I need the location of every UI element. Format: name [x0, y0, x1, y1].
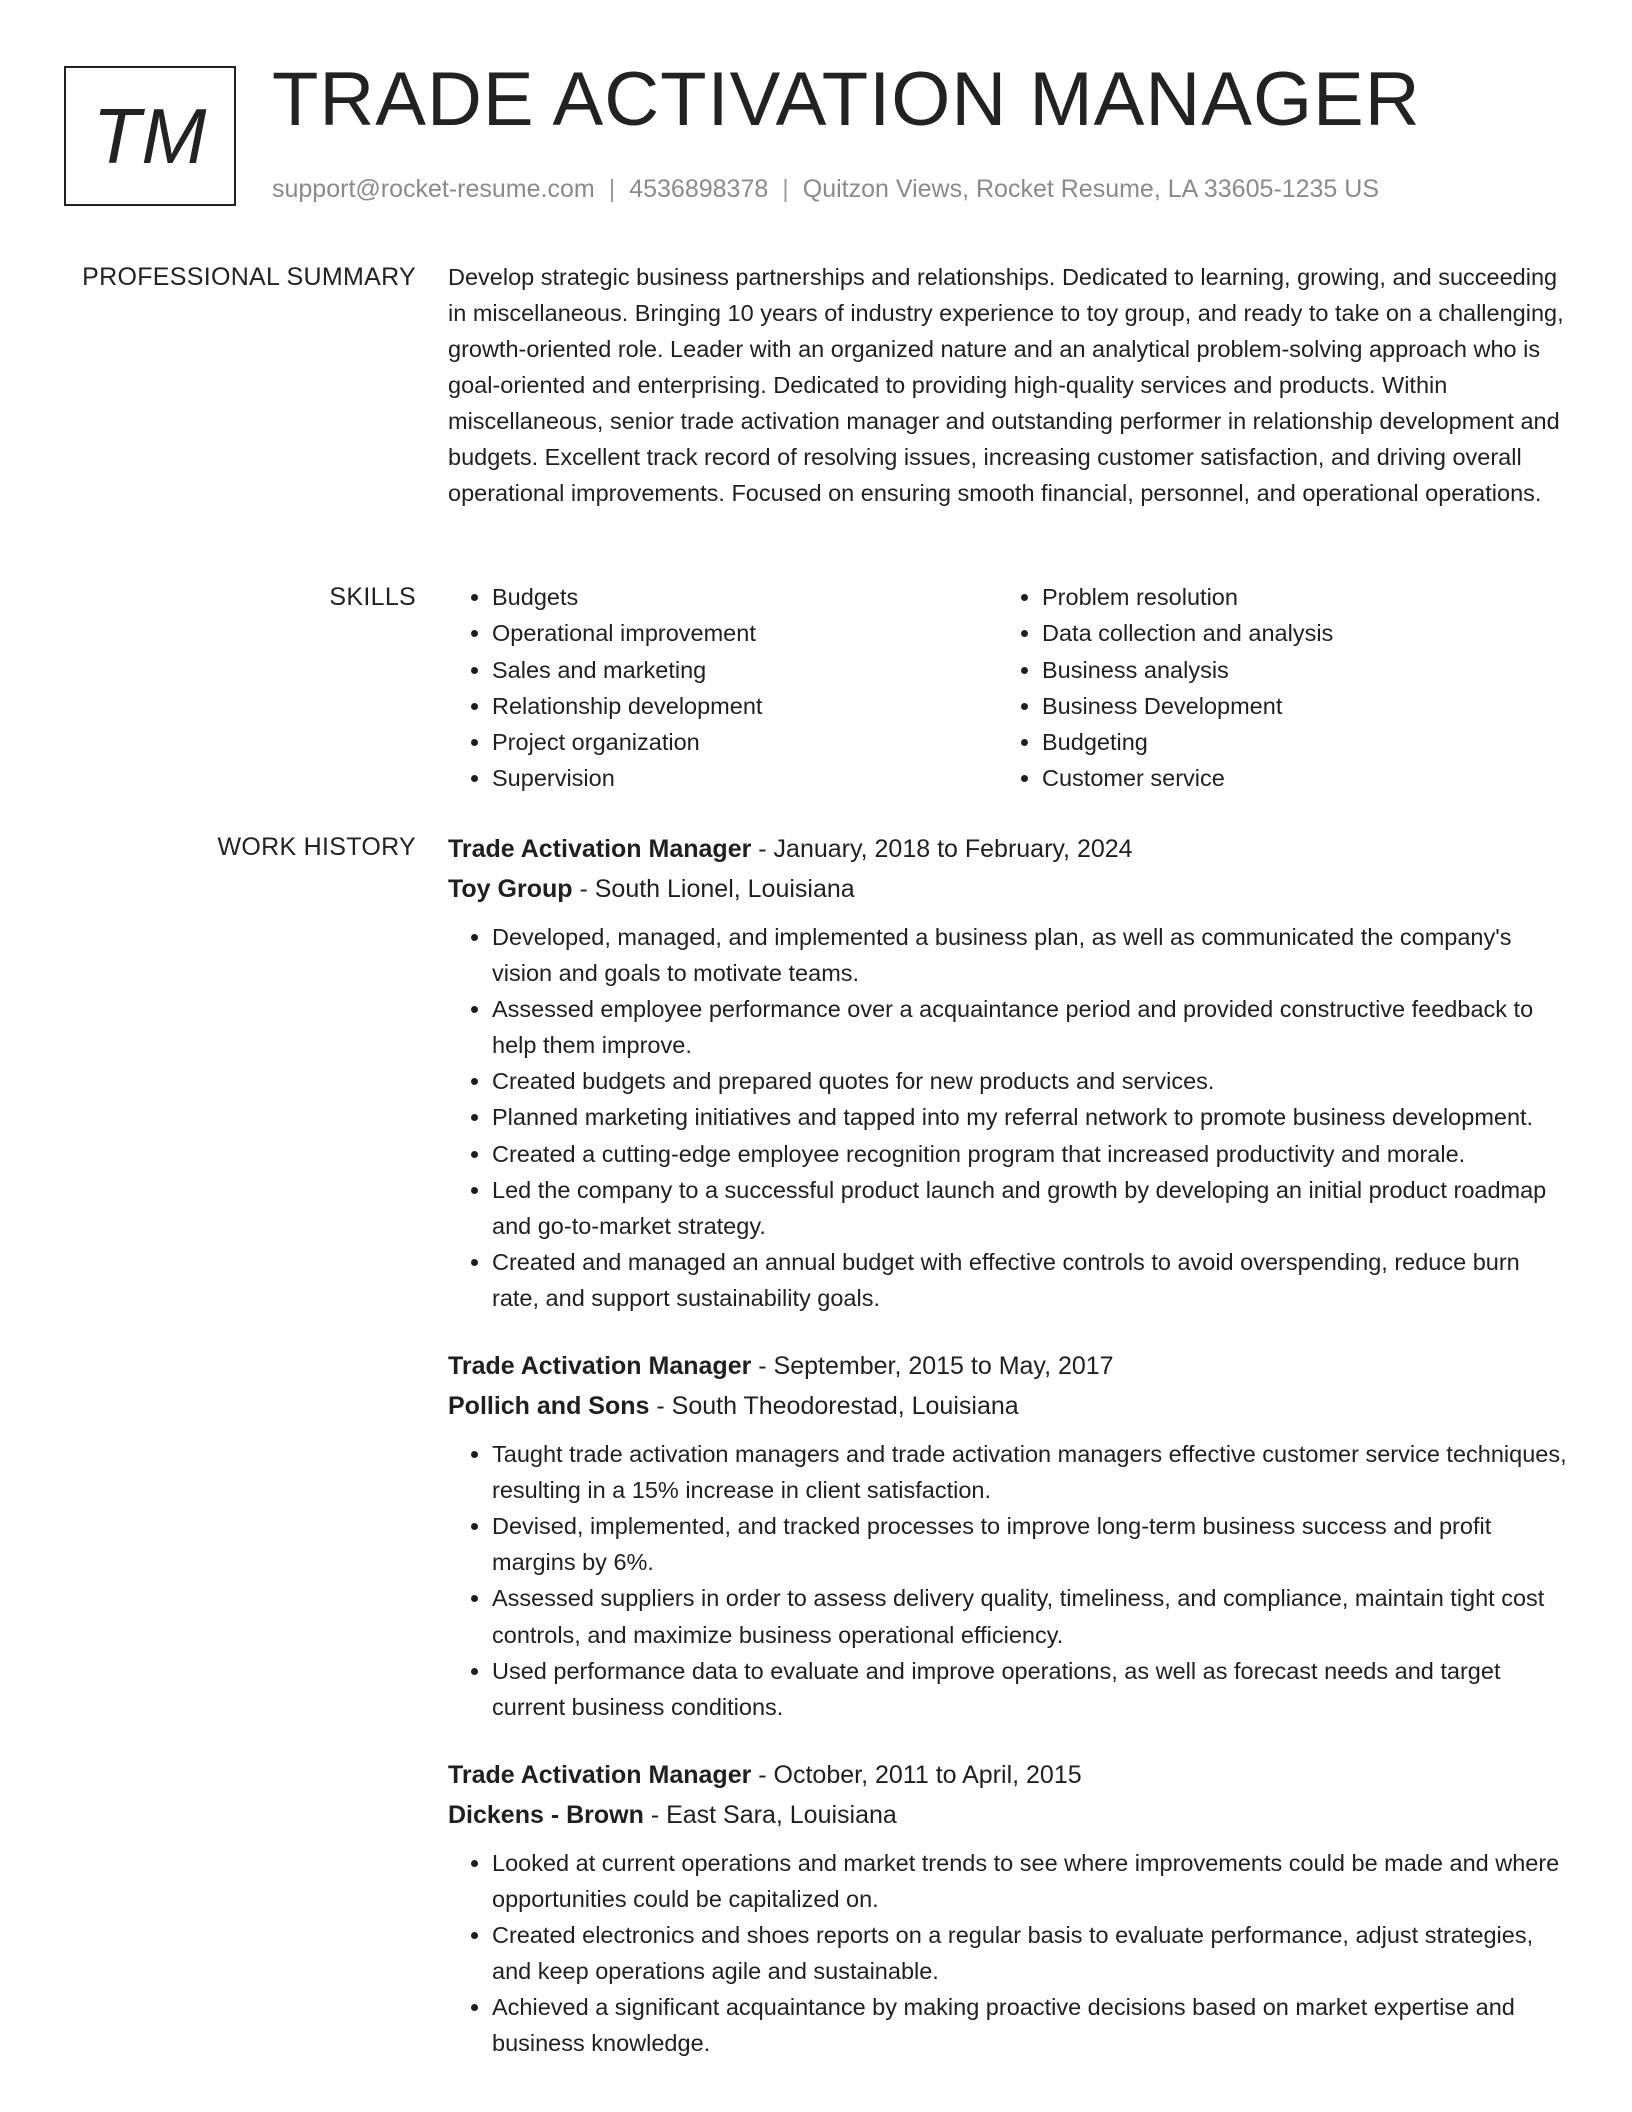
work-history-body — [448, 829, 1568, 2091]
job-title-line — [448, 829, 1568, 869]
skill-item: • Business analysis — [1042, 652, 1548, 688]
job-entry — [448, 1755, 1568, 2062]
skill-item: • Customer service — [1042, 760, 1548, 796]
job-role: Trade Activation Manager — [448, 1352, 752, 1381]
job-dates: - January, 2018 to February, 2024 — [751, 835, 1133, 863]
job-title-line — [448, 1755, 1568, 1795]
job-role: Trade Activation Manager — [448, 1760, 752, 1789]
job-company-line — [448, 1386, 1568, 1426]
job-bullet: • Created a cutting-edge employee recognition program that increased productivity and morale. — [492, 1136, 1568, 1172]
job-bullet: • Created budgets and prepared quotes for new products and services. — [492, 1063, 1568, 1099]
job-company-line — [448, 869, 1568, 909]
summary-text: Develop strategic business partnerships and relationships. Dedicated to learning, growing, and succeeding in miscellaneous. Bringing 10 years of industry experience to toy group, and ready to take on a challenging, growth-oriented role. Leader with an organized nature and an analytical problem-solving approach who is goal-oriented and enterprising. Dedicated to providing high-quality services and products. Within miscellaneous, senior trade activation manager and outstanding performer in relationship development and budgets. Excellent track record of resolving issues, increasing customer satisfaction, and driving overall operational improvements. Focused on ensuring smooth financial, personnel, and operational operations. — [448, 264, 1564, 506]
skills-heading: SKILLS — [329, 583, 416, 611]
contact-line — [272, 174, 1379, 204]
job-bullet: • Assessed suppliers in order to assess delivery quality, timeliness, and compliance, maintain tight cost controls, and maximize business operational efficiency. — [492, 1580, 1568, 1652]
job-bullet: • Led the company to a successful product launch and growth by developing an initial product roadmap and go-to-market strategy. — [492, 1172, 1568, 1244]
job-bullet: • Devised, implemented, and tracked processes to improve long-term business success and profit margins by 6%. — [492, 1508, 1568, 1580]
job-location: - South Theodorestad, Louisiana — [649, 1392, 1019, 1421]
monogram-initials: TM — [92, 91, 208, 180]
monogram-logo — [64, 66, 236, 206]
contact-address: Quitzon Views, Rocket Resume, LA 33605-1235 US — [802, 175, 1380, 203]
job-bullet: • Taught trade activation managers and trade activation managers effective customer service techniques, resulting in a 15% increase in client satisfaction. — [492, 1436, 1568, 1508]
job-company-line — [448, 1795, 1568, 1835]
job-bullets — [448, 1436, 1568, 1725]
work-history-heading: WORK HISTORY — [217, 833, 416, 861]
skill-item: • Operational improvement — [492, 615, 998, 651]
job-bullets — [448, 1845, 1568, 2062]
skills-grid — [448, 579, 1568, 797]
skills-column-right — [998, 579, 1548, 797]
skill-item: • Budgets — [492, 579, 998, 615]
job-bullet: • Created electronics and shoes reports on a regular basis to evaluate performance, adjust strategies, and keep operations agile and sustainable. — [492, 1917, 1568, 1989]
job-location: - South Lionel, Louisiana — [572, 875, 855, 903]
skills-column-left — [448, 579, 998, 797]
job-company: Dickens - Brown — [448, 1800, 644, 1829]
job-title-line — [448, 1346, 1568, 1386]
skills-body — [448, 579, 1568, 797]
job-dates: - October, 2011 to April, 2015 — [751, 1760, 1082, 1789]
job-bullet: • Looked at current operations and market trends to see where improvements could be made and where opportunities could be capitalized on. — [492, 1845, 1568, 1917]
contact-separator: | — [608, 175, 616, 203]
job-bullets — [448, 919, 1568, 1316]
skill-item: • Data collection and analysis — [1042, 615, 1548, 651]
job-dates: - September, 2015 to May, 2017 — [751, 1352, 1114, 1381]
skill-item: • Supervision — [492, 760, 998, 796]
job-bullet: • Planned marketing initiatives and tapped into my referral network to promote business development. — [492, 1099, 1568, 1135]
job-company: Pollich and Sons — [448, 1392, 650, 1421]
summary-heading: PROFESSIONAL SUMMARY — [82, 263, 416, 291]
job-bullet: • Achieved a significant acquaintance by making proactive decisions based on market expertise and business knowledge. — [492, 1989, 1568, 2061]
skill-item: • Problem resolution — [1042, 579, 1548, 615]
contact-phone: 4536898378 — [629, 175, 769, 203]
summary-body — [448, 259, 1568, 511]
skill-item: • Sales and marketing — [492, 652, 998, 688]
skill-item: • Relationship development — [492, 688, 998, 724]
contact-separator: | — [782, 175, 789, 203]
job-company: Toy Group — [448, 875, 573, 903]
job-bullet: • Created and managed an annual budget with effective controls to avoid overspending, reduce burn rate, and support sustainability goals. — [492, 1244, 1568, 1316]
skill-item: • Project organization — [492, 724, 998, 760]
skill-item: • Budgeting — [1042, 724, 1548, 760]
job-location: - East Sara, Louisiana — [643, 1800, 897, 1829]
skill-item: • Business Development — [1042, 688, 1548, 724]
job-role: Trade Activation Manager — [448, 835, 752, 863]
contact-email: support@rocket-resume.com — [272, 175, 595, 203]
resume-title: TRADE ACTIVATION MANAGER — [272, 57, 1421, 142]
job-bullet: • Used performance data to evaluate and improve operations, as well as forecast needs and target current business conditions. — [492, 1653, 1568, 1725]
job-bullet: • Assessed employee performance over a acquaintance period and provided constructive feedback to help them improve. — [492, 991, 1568, 1063]
job-bullet: • Developed, managed, and implemented a business plan, as well as communicated the company's vision and goals to motivate teams. — [492, 919, 1568, 991]
job-entry — [448, 1346, 1568, 1725]
job-entry — [448, 829, 1568, 1316]
